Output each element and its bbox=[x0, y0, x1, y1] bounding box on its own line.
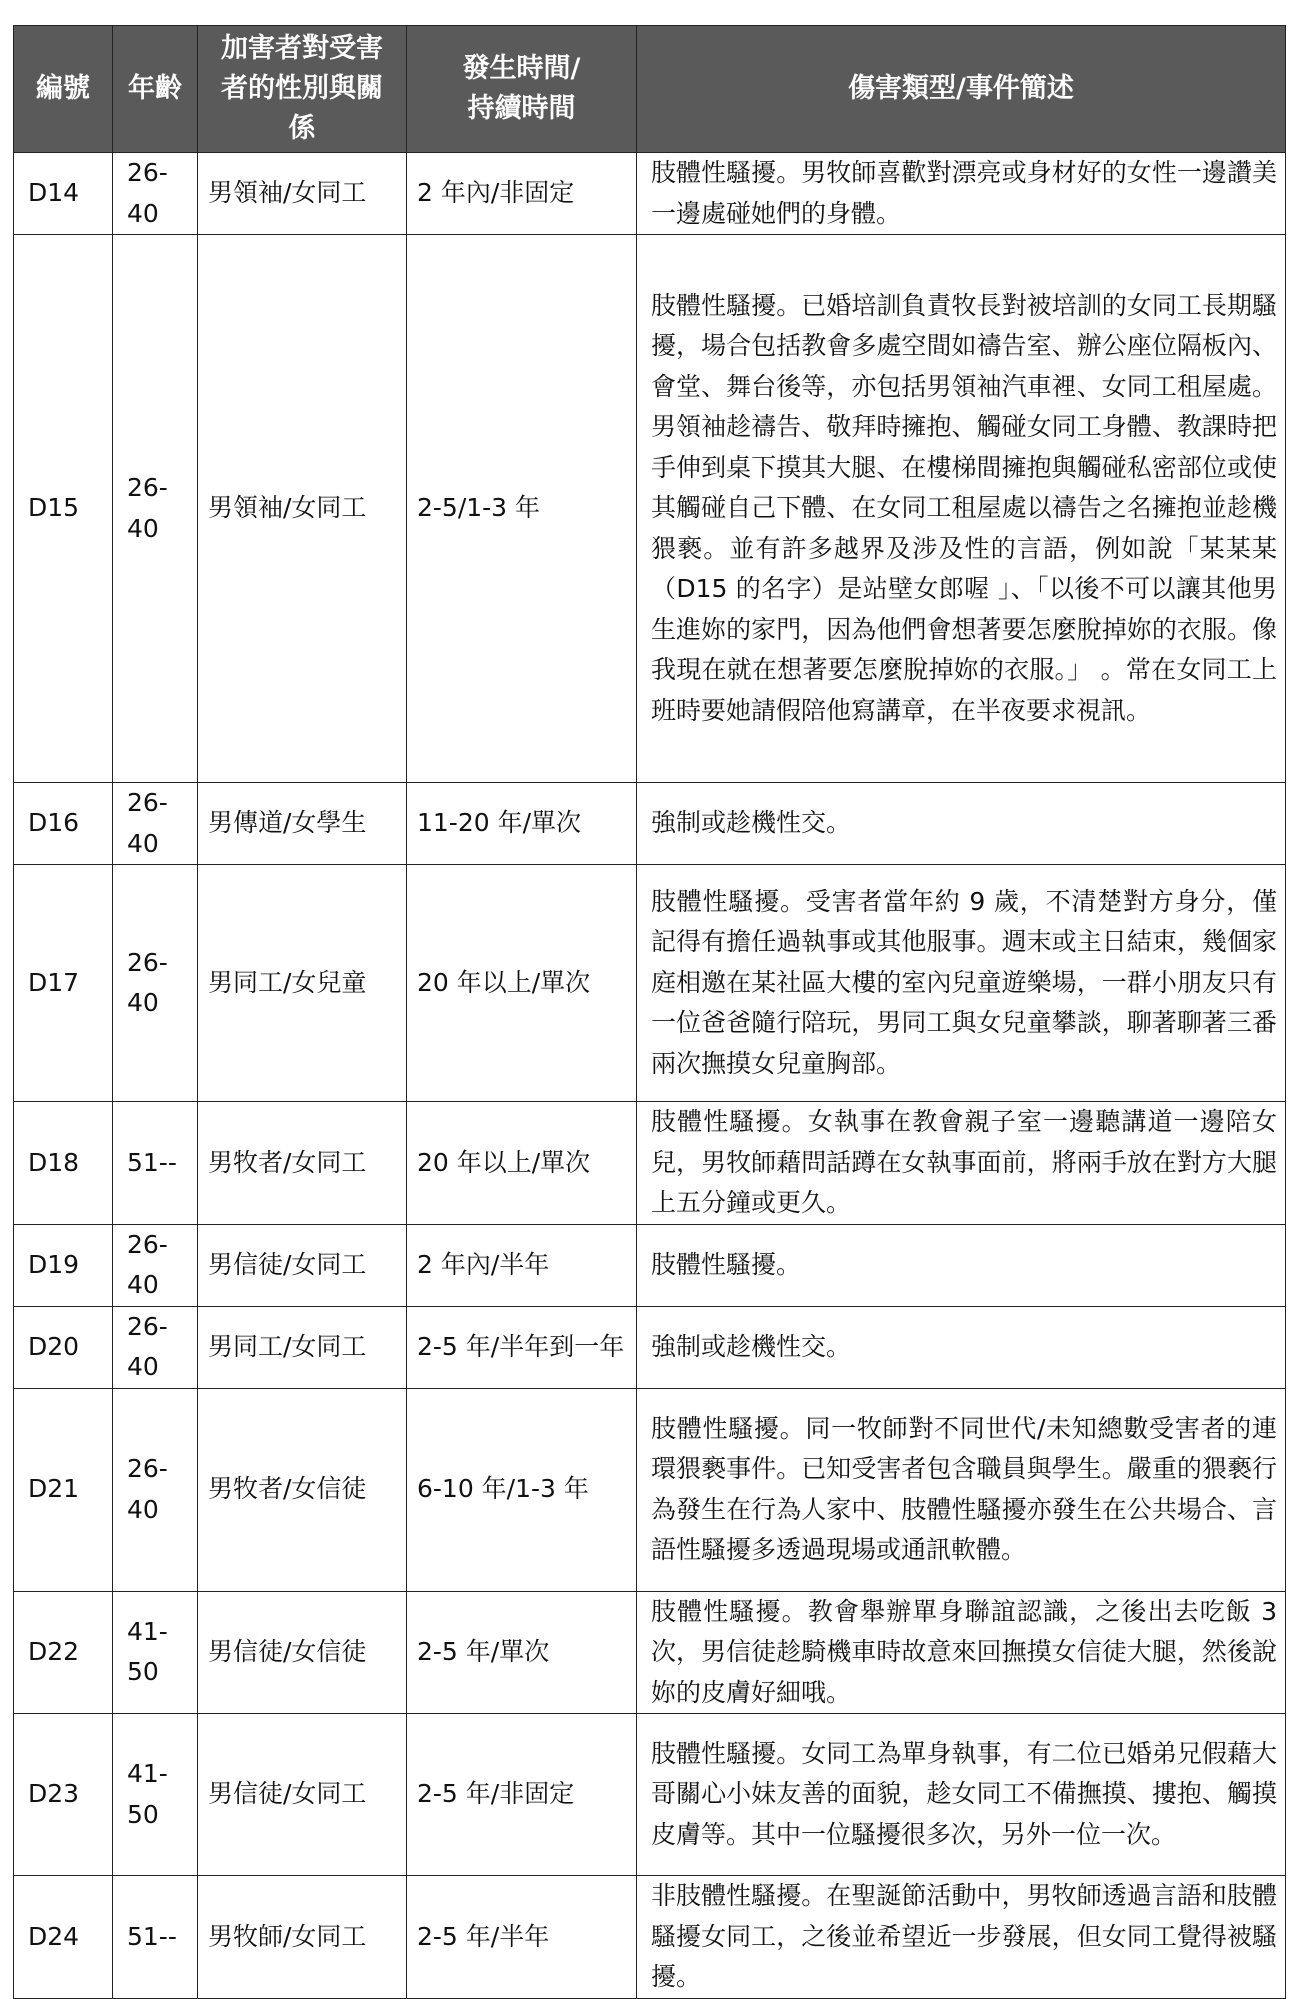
table-header-row bbox=[14, 26, 1286, 153]
cell-time: 11-20 年/單次 bbox=[407, 783, 637, 865]
cell-time: 2 年內/半年 bbox=[407, 1224, 637, 1306]
cell-description: 肢體性騷擾。 bbox=[637, 1224, 1286, 1306]
cell-code: D21 bbox=[14, 1388, 113, 1591]
cell-relation: 男同工/女兒童 bbox=[198, 865, 407, 1102]
header-relation: 加害者對受害者的性別與關係 bbox=[198, 26, 407, 153]
cell-code: D19 bbox=[14, 1224, 113, 1306]
cell-relation: 男牧師/女同工 bbox=[198, 1876, 407, 1999]
cell-age: 51-- bbox=[113, 1102, 198, 1225]
table-row bbox=[14, 235, 1286, 783]
cell-relation: 男傳道/女學生 bbox=[198, 783, 407, 865]
header-code: 編號 bbox=[14, 26, 113, 153]
cell-relation: 男同工/女同工 bbox=[198, 1306, 407, 1388]
cell-description: 肢體性騷擾。已婚培訓負責牧長對被培訓的女同工長期騷擾，場合包括教會多處空間如禱告室、辦公座位隔板內、會堂、舞台後等，亦包括男領袖汽車裡、女同工租屋處。男領袖趁禱告、敬拜時擁抱、觸碰女同工身體、教課時把手伸到桌下摸其大腿、在樓梯間擁抱與觸碰私密部位或使其觸碰自己下體、在女同工租屋處以禱告之名擁抱並趁機猥褻。並有許多越界及涉及性的言語，例如說「某某某（D15 的名字）是站壁女郎喔 」、「以後不可以讓其他男生進妳的家門，因為他們會想著要怎麼脫掉妳的衣服。像我現在就在想著要怎麼脫掉妳的衣服。」 。常在女同工上班時要她請假陪他寫講章，在半夜要求視訊。 bbox=[637, 235, 1286, 783]
cell-relation: 男信徒/女同工 bbox=[198, 1224, 407, 1306]
cell-time: 20 年以上/單次 bbox=[407, 865, 637, 1102]
cell-time: 2-5 年/半年 bbox=[407, 1876, 637, 1999]
cell-description: 肢體性騷擾。教會舉辦單身聯誼認識，之後出去吃飯 3 次，男信徒趁騎機車時故意來回撫摸女信徒大腿，然後說妳的皮膚好細哦。 bbox=[637, 1591, 1286, 1714]
cell-description: 肢體性騷擾。女同工為單身執事，有二位已婚弟兄假藉大哥關心小妹友善的面貌，趁女同工不備撫摸、摟抱、觸摸皮膚等。其中一位騷擾很多次，另外一位一次。 bbox=[637, 1714, 1286, 1876]
table-row bbox=[14, 1224, 1286, 1306]
cell-relation: 男領袖/女同工 bbox=[198, 153, 407, 235]
cell-code: D16 bbox=[14, 783, 113, 865]
case-table-wrapper bbox=[13, 25, 1285, 1999]
cell-age: 26-40 bbox=[113, 1224, 198, 1306]
cell-code: D20 bbox=[14, 1306, 113, 1388]
cell-code: D22 bbox=[14, 1591, 113, 1714]
cell-relation: 男信徒/女同工 bbox=[198, 1714, 407, 1876]
cell-description: 強制或趁機性交。 bbox=[637, 783, 1286, 865]
cell-time: 20 年以上/單次 bbox=[407, 1102, 637, 1225]
table-row bbox=[14, 1102, 1286, 1225]
header-description: 傷害類型/事件簡述 bbox=[637, 26, 1286, 153]
cell-code: D24 bbox=[14, 1876, 113, 1999]
table-row bbox=[14, 865, 1286, 1102]
cell-time: 2-5 年/半年到一年 bbox=[407, 1306, 637, 1388]
cell-description: 肢體性騷擾。男牧師喜歡對漂亮或身材好的女性一邊讚美一邊處碰她們的身體。 bbox=[637, 153, 1286, 235]
cell-age: 26-40 bbox=[113, 235, 198, 783]
cell-age: 41-50 bbox=[113, 1591, 198, 1714]
table-row bbox=[14, 1876, 1286, 1999]
cell-age: 26-40 bbox=[113, 153, 198, 235]
cell-relation: 男領袖/女同工 bbox=[198, 235, 407, 783]
table-row bbox=[14, 1388, 1286, 1591]
cell-relation: 男牧者/女信徒 bbox=[198, 1388, 407, 1591]
cell-time: 6-10 年/1-3 年 bbox=[407, 1388, 637, 1591]
cell-time: 2 年內/非固定 bbox=[407, 153, 637, 235]
cell-age: 26-40 bbox=[113, 1388, 198, 1591]
cell-code: D14 bbox=[14, 153, 113, 235]
table-row bbox=[14, 153, 1286, 235]
cell-relation: 男信徒/女信徒 bbox=[198, 1591, 407, 1714]
cell-age: 26-40 bbox=[113, 865, 198, 1102]
cell-relation: 男牧者/女同工 bbox=[198, 1102, 407, 1225]
table-row bbox=[14, 783, 1286, 865]
table-row bbox=[14, 1306, 1286, 1388]
cell-code: D17 bbox=[14, 865, 113, 1102]
cell-description: 強制或趁機性交。 bbox=[637, 1306, 1286, 1388]
cell-age: 26-40 bbox=[113, 1306, 198, 1388]
cell-time: 2-5/1-3 年 bbox=[407, 235, 637, 783]
header-age: 年齡 bbox=[113, 26, 198, 153]
header-time: 發生時間/持續時間 bbox=[407, 26, 637, 153]
cell-description: 肢體性騷擾。受害者當年約 9 歲，不清楚對方身分，僅記得有擔任過執事或其他服事。週末或主日結束，幾個家庭相邀在某社區大樓的室內兒童遊樂場，一群小朋友只有一位爸爸隨行陪玩，男同工與女兒童攀談，聊著聊著三番兩次撫摸女兒童胸部。 bbox=[637, 865, 1286, 1102]
cell-description: 肢體性騷擾。女執事在教會親子室一邊聽講道一邊陪女兒，男牧師藉問話蹲在女執事面前，將兩手放在對方大腿上五分鐘或更久。 bbox=[637, 1102, 1286, 1225]
cell-time: 2-5 年/非固定 bbox=[407, 1714, 637, 1876]
cell-code: D23 bbox=[14, 1714, 113, 1876]
cell-description: 非肢體性騷擾。在聖誕節活動中，男牧師透過言語和肢體騷擾女同工，之後並希望近一步發展，但女同工覺得被騷擾。 bbox=[637, 1876, 1286, 1999]
table-row bbox=[14, 1591, 1286, 1714]
cell-time: 2-5 年/單次 bbox=[407, 1591, 637, 1714]
cell-age: 41-50 bbox=[113, 1714, 198, 1876]
cell-age: 26-40 bbox=[113, 783, 198, 865]
cell-code: D18 bbox=[14, 1102, 113, 1225]
table-row bbox=[14, 1714, 1286, 1876]
case-table bbox=[13, 25, 1286, 1999]
cell-code: D15 bbox=[14, 235, 113, 783]
cell-age: 51-- bbox=[113, 1876, 198, 1999]
cell-description: 肢體性騷擾。同一牧師對不同世代/未知總數受害者的連環猥褻事件。已知受害者包含職員與學生。嚴重的猥褻行為發生在行為人家中、肢體性騷擾亦發生在公共場合、言語性騷擾多透過現場或通訊軟體。 bbox=[637, 1388, 1286, 1591]
